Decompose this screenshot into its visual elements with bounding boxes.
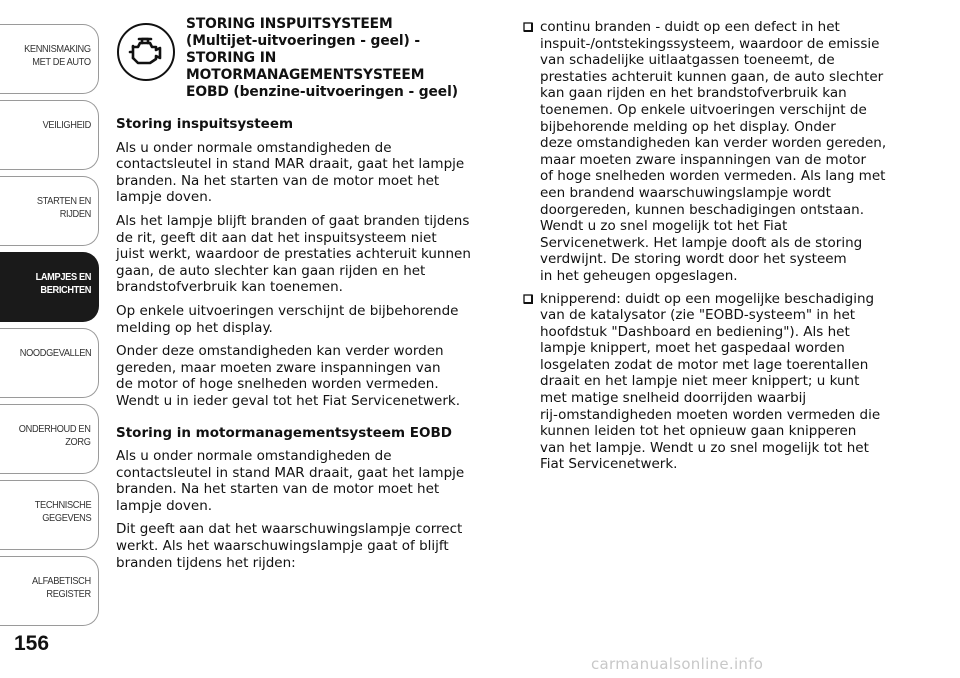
text-line: Als u onder normale omstandigheden de xyxy=(116,139,392,156)
tab-label: ONDERHOUD EN ZORG xyxy=(19,423,91,448)
text-line: contactsleutel in stand MAR draait, gaat het lampje xyxy=(116,156,465,173)
watermark: carmanualsonline.info xyxy=(591,655,764,673)
heading-line: STORING INSPUITSYSTEEM xyxy=(186,16,393,32)
paragraph xyxy=(116,521,496,571)
tab-veiligheid[interactable] xyxy=(0,100,99,170)
tab-noodgevallen[interactable] xyxy=(0,328,99,398)
text-line: gereden, maar moeten zware inspanningen van xyxy=(116,359,441,376)
tab-label: VEILIGHEID xyxy=(42,119,91,131)
text-line: van het lampje. Wendt u zo snel mogelijk tot het xyxy=(540,439,869,456)
paragraph xyxy=(116,213,496,296)
tab-label: NOODGEVALLEN xyxy=(19,347,91,359)
text-line: de rit, geeft dit aan dat het inspuitsysteem niet xyxy=(116,229,437,246)
text-line: Dit geeft aan dat het waarschuwingslampje correct xyxy=(116,521,463,538)
text-line: Onder deze omstandigheden kan verder worden xyxy=(116,343,444,360)
text-line: in het geheugen opgeslagen. xyxy=(540,267,738,284)
text-line: Fiat Servicenetwerk. xyxy=(540,456,678,473)
paragraph xyxy=(116,343,496,409)
text-line: lampje doven. xyxy=(116,189,213,206)
text-line: of hoge snelheden worden vermeden. Als lang met xyxy=(540,168,886,185)
text-line: lampje doven. xyxy=(116,497,213,514)
text-line: Als het lampje blijft branden of gaat branden tijdens xyxy=(116,212,470,229)
text-line: melding op het display. xyxy=(116,319,273,336)
tab-label: TECHNISCHE GEGEVENS xyxy=(34,499,91,524)
paragraph xyxy=(116,140,496,206)
tab-label: KENNISMAKING MET DE AUTO xyxy=(24,43,91,68)
text-line: continu branden - duidt op een defect in het xyxy=(540,19,840,35)
right-column xyxy=(522,19,914,479)
heading-line: EOBD (benzine-uitvoeringen - geel) xyxy=(186,84,458,100)
tab-starten-en-rijden[interactable] xyxy=(0,176,99,246)
heading-line: MOTORMANAGEMENTSYSTEEM xyxy=(186,67,425,83)
text-line: losgelaten zodat de motor met lage toerentallen xyxy=(540,356,869,373)
text-line: Wendt u zo snel mogelijk tot het Fiat xyxy=(540,218,788,235)
text-line: gaan, de auto slechter kan gaan rijden en het xyxy=(116,262,426,279)
text-line: maar moeten zware inspanningen van de motor xyxy=(540,151,867,168)
text-line: contactsleutel in stand MAR draait, gaat het lampje xyxy=(116,464,465,481)
text-line: Als u onder normale omstandigheden de xyxy=(116,448,392,465)
tab-label: ALFABETISCH REGISTER xyxy=(32,575,91,600)
tab-alfabetisch-register[interactable] xyxy=(0,556,99,626)
text-line: brandstofverbruik kan toenemen. xyxy=(116,279,343,296)
engine-check-icon xyxy=(116,22,176,82)
text-line: branden. Na het starten van de motor moet het xyxy=(116,481,440,498)
list-item xyxy=(522,19,914,285)
text-line: prestaties achteruit kunnen gaan, de auto slechter xyxy=(540,68,884,85)
text-line: branden. Na het starten van de motor moet het xyxy=(116,172,440,189)
page-number: 156 xyxy=(14,632,50,655)
text-line: werkt. Als het waarschuwingslampje gaat of blijft xyxy=(116,538,449,555)
tab-lampjes-en-berichten[interactable] xyxy=(0,252,99,322)
tab-technische-gegevens[interactable] xyxy=(0,480,99,550)
text-line: van schadelijke uitlaatgassen toeneemt, de xyxy=(540,52,835,69)
square-bullet-icon xyxy=(523,22,533,32)
text-line: de motor of hoge snelheden worden vermeden. xyxy=(116,376,439,393)
list-item xyxy=(522,291,914,474)
text-line: rij-omstandigheden moeten worden vermeden die xyxy=(540,406,881,423)
paragraph xyxy=(116,303,496,336)
tab-onderhoud-en-zorg[interactable] xyxy=(0,404,99,474)
text-line: met matige snelheid doorrijden waarbij xyxy=(540,390,807,407)
text-line: bijbehorende melding op het display. Onder xyxy=(540,118,836,135)
text-line: Servicenetwerk. Het lampje dooft als de storing xyxy=(540,234,863,251)
text-line: toenemen. Op enkele uitvoeringen verschijnt de xyxy=(540,101,867,118)
text-line: deze omstandigheden kan verder worden gereden, xyxy=(540,135,887,152)
list-item-text xyxy=(540,291,914,474)
text-line: hoofdstuk "Dashboard en bediening"). Als het xyxy=(540,323,850,340)
text-line: draait en het lampje niet meer knippert; u kunt xyxy=(540,373,860,390)
text-line: lampje knippert, moet het gaspedaal worden xyxy=(540,340,845,357)
heading-line: STORING IN xyxy=(186,50,277,66)
text-line: inspuit-/ontstekingssysteem, waardoor de emissie xyxy=(540,35,880,52)
heading-line: (Multijet-uitvoeringen - geel) - xyxy=(186,33,420,49)
tab-label: STARTEN EN RIJDEN xyxy=(36,195,91,220)
text-line: kunnen leiden tot het opnieuw gaan knipperen xyxy=(540,423,857,440)
text-line: Op enkele uitvoeringen verschijnt de bijbehorende xyxy=(116,302,459,319)
text-line: een brandend waarschuwingslampje wordt xyxy=(540,184,831,201)
list-item-text xyxy=(540,19,914,285)
tab-label: LAMPJES EN BERICHTEN xyxy=(35,271,91,296)
section-heading xyxy=(186,16,496,101)
left-column xyxy=(116,116,496,578)
paragraph xyxy=(116,448,496,514)
text-line: verdwijnt. De storing wordt door het systeem xyxy=(540,251,847,268)
text-line: knipperend: duidt op een mogelijke beschadiging xyxy=(540,290,875,307)
text-line: branden tijdens het rijden: xyxy=(116,554,296,571)
text-line: van de katalysator (zie "EOBD-systeem" in het xyxy=(540,307,856,324)
text-line: juist werkt, waardoor de prestaties achteruit kunnen xyxy=(116,246,471,263)
tab-kennismaking[interactable] xyxy=(0,24,99,94)
square-bullet-icon xyxy=(523,294,533,304)
text-line: doorgereden, kunnen beschadigingen ontstaan. xyxy=(540,201,864,218)
text-line: kan gaan rijden en het brandstofverbruik kan xyxy=(540,85,847,102)
subheading-inspuitsysteem: Storing inspuitsysteem xyxy=(116,116,294,132)
subheading-eobd: Storing in motormanagementsysteem EOBD xyxy=(116,424,452,441)
text-line: Wendt u in ieder geval tot het Fiat Servicenetwerk. xyxy=(116,392,460,409)
